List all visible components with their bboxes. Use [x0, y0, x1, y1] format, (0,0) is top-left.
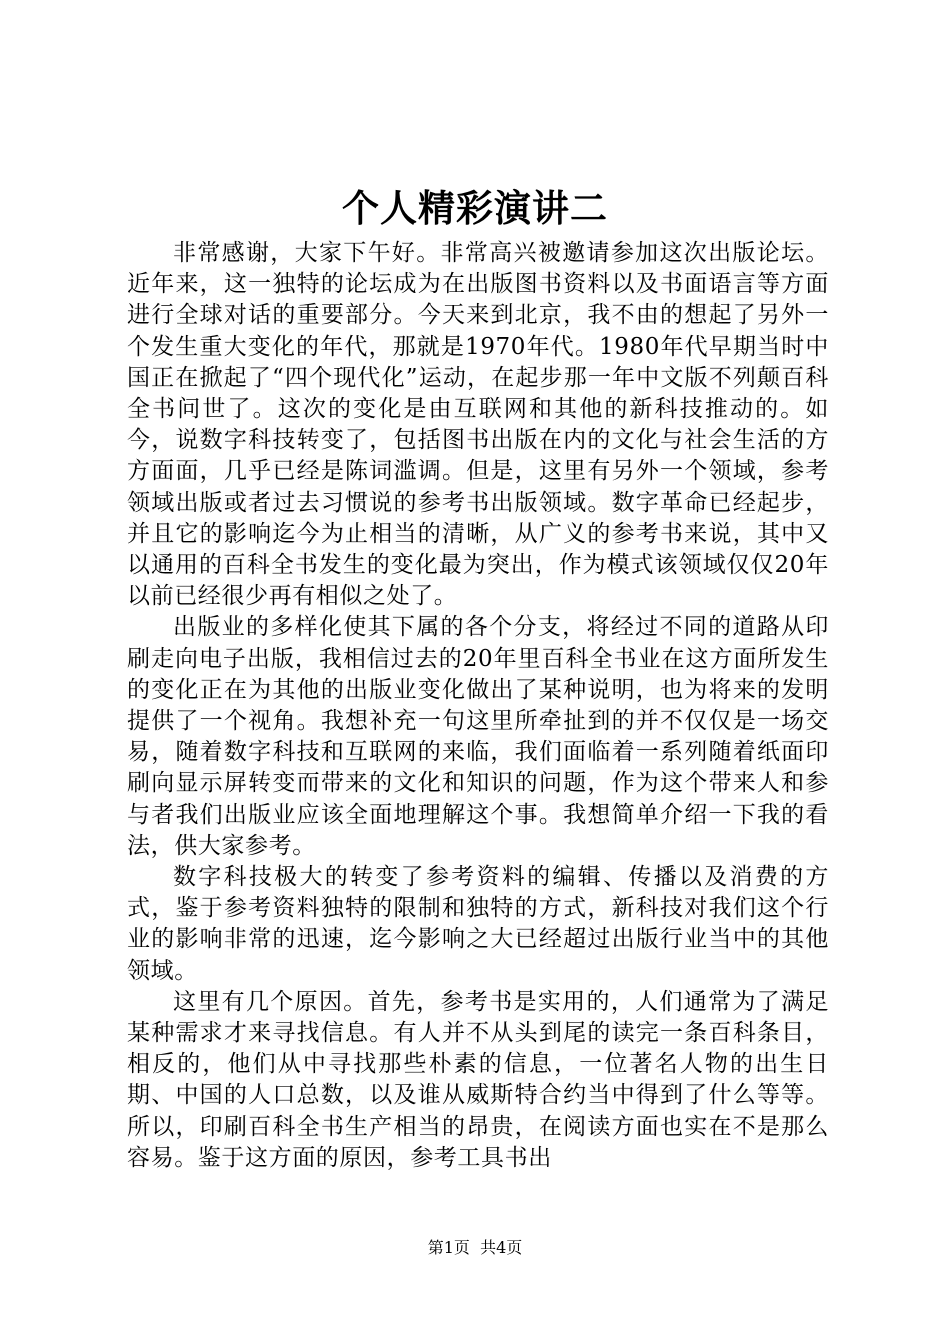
paragraph-4: 这里有几个原因。首先，参考书是实用的，人们通常为了满足某种需求才来寻找信息。有人并不从头到尾的读完一条百科条目，相反的，他们从中寻找那些朴素的信息，一位著名人物的出生日期、中国的人口总数，以及谁从威斯特合约当中得到了什么等等。所以，印刷百科全书生产相当的昂贵，在阅读方面也实在不是那么容易。鉴于这方面的原因，参考工具书出 — [127, 988, 829, 1171]
page-footer — [0, 1238, 950, 1258]
paragraph-3: 数字科技极大的转变了参考资料的编辑、传播以及消费的方式，鉴于参考资料独特的限制和独特的方式，新科技对我们这个行业的影响非常的迅速，迄今影响之大已经超过出版行业当中的其他领域。 — [127, 864, 829, 984]
paragraph-1: 非常感谢，大家下午好。非常高兴被邀请参加这次出版论坛。近年来，这一独特的论坛成为在出版图书资料以及书面语言等方面进行全球对话的重要部分。今天来到北京，我不由的想起了另外一个发生重大变化的年代，那就是1970年代。1980年代早期当时中国正在掀起了“四个现代化”运动，在起步那一年中文版不列颠百科全书问世了。这次的变化是由互联网和其他的新科技推动的。如今，说数字科技转变了，包括图书出版在内的文化与社会生活的方方面面，几乎已经是陈词滥调。但是，这里有另外一个领域，参考领域出版或者过去习惯说的参考书出版领域。数字革命已经起步，并且它的影响迄今为止相当的清晰，从广义的参考书来说，其中又以通用的百科全书发生的变化最为突出，作为模式该领域仅仅20年以前已经很少再有相似之处了。 — [127, 240, 829, 610]
document-body — [127, 238, 829, 1174]
paragraph-2: 出版业的多样化使其下属的各个分支，将经过不同的道路从印刷走向电子出版，我相信过去的20年里百科全书业在这方面所发生的变化正在为其他的出版业变化做出了某种说明，也为将来的发明提供了一个视角。我想补充一句这里所牵扯到的并不仅仅是一场交易，随着数字科技和互联网的来临，我们面临着一系列随着纸面印刷向显示屏转变而带来的文化和知识的问题，作为这个带来人和参与者我们出版业应该全面地理解这个事。我想简单介绍一下我的看法，供大家参考。 — [127, 614, 829, 859]
document-title: 个人精彩演讲二 — [342, 186, 608, 230]
page-number-indicator: 第1页 共4页 — [427, 1238, 523, 1257]
